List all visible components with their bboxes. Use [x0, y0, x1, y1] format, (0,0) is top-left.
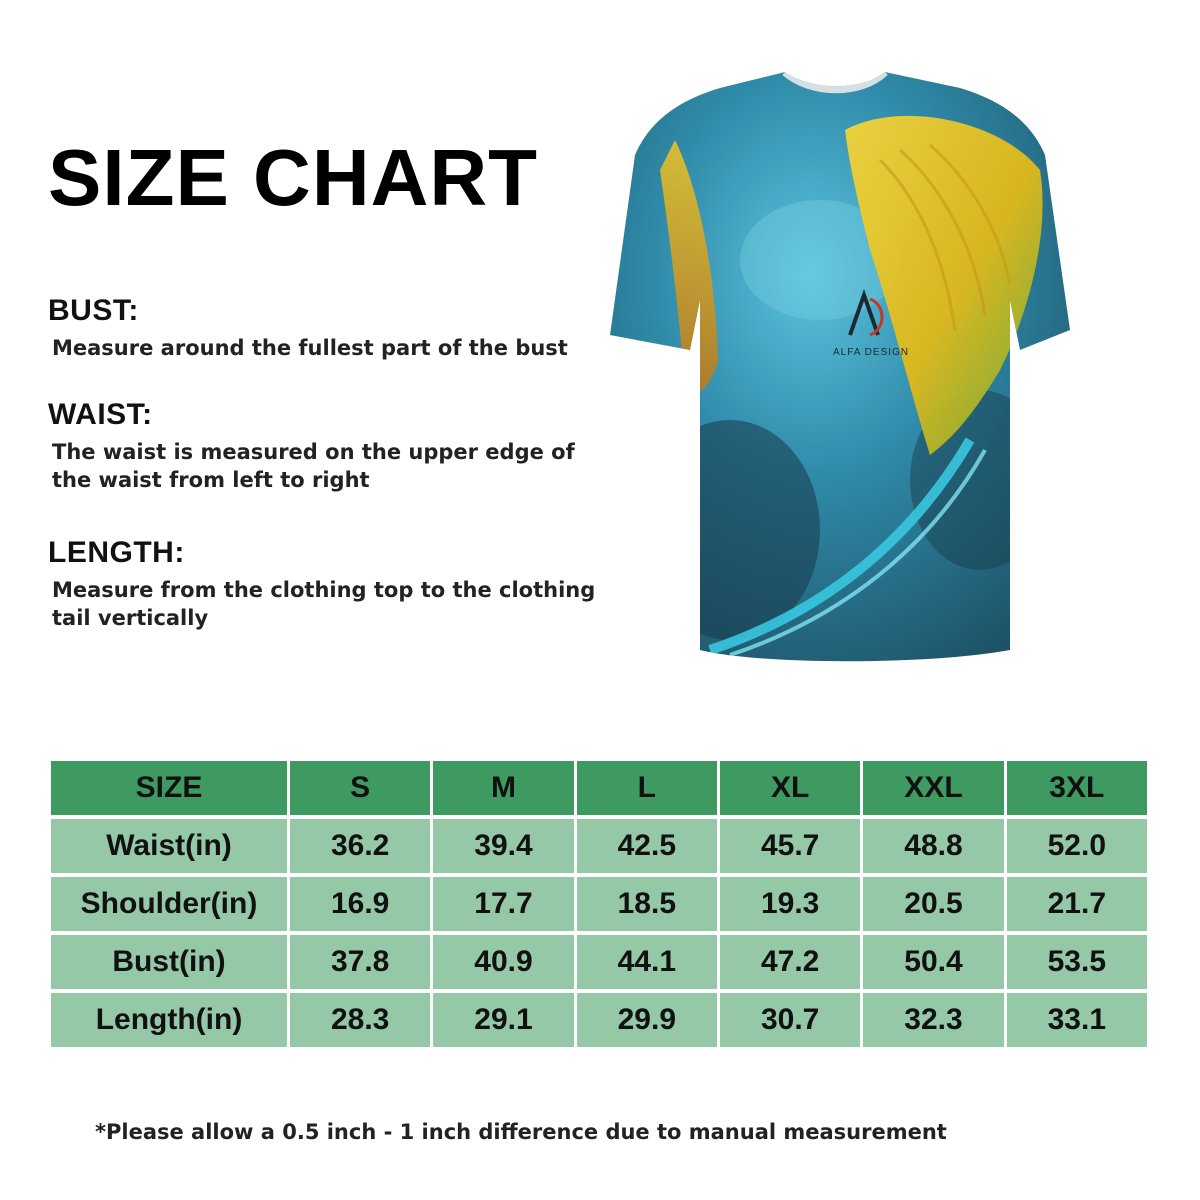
waist-description-line-1: The waist is measured on the upper edge of — [52, 440, 575, 464]
length-description-line-1: Measure from the clothing top to the clothing — [52, 578, 596, 602]
waist-definition — [48, 400, 612, 494]
table-cell: 29.9 — [577, 993, 717, 1047]
table-row — [51, 993, 1147, 1047]
bust-heading: BUST: — [48, 294, 139, 327]
table-cell: 32.3 — [863, 993, 1003, 1047]
length-heading: LENGTH: — [48, 536, 185, 569]
table-cell: 18.5 — [577, 877, 717, 931]
header-xl: XL — [720, 761, 860, 815]
table-cell: 47.2 — [720, 935, 860, 989]
brand-text: ALFA DESIGN — [833, 347, 910, 358]
bust-description: Measure around the fullest part of the bust — [52, 336, 568, 360]
table-cell: 45.7 — [720, 819, 860, 873]
table-cell: 20.5 — [863, 877, 1003, 931]
table-cell: 17.7 — [433, 877, 573, 931]
length-definition — [48, 538, 612, 632]
table-cell: 28.3 — [290, 993, 430, 1047]
row-label: Bust(in) — [51, 935, 287, 989]
table-row — [51, 819, 1147, 873]
table-cell: 30.7 — [720, 993, 860, 1047]
table-cell: 42.5 — [577, 819, 717, 873]
waist-heading: WAIST: — [48, 398, 153, 431]
table-cell: 37.8 — [290, 935, 430, 989]
header-l: L — [577, 761, 717, 815]
table-cell: 52.0 — [1007, 819, 1147, 873]
measurement-note: *Please allow a 0.5 inch - 1 inch difference due to manual measurement — [95, 1120, 947, 1144]
table-cell: 29.1 — [433, 993, 573, 1047]
table-row — [51, 877, 1147, 931]
row-label: Shoulder(in) — [51, 877, 287, 931]
header-size: SIZE — [51, 761, 287, 815]
table-cell: 53.5 — [1007, 935, 1147, 989]
row-label: Length(in) — [51, 993, 287, 1047]
table-cell: 48.8 — [863, 819, 1003, 873]
row-label: Waist(in) — [51, 819, 287, 873]
waist-description-line-2: the waist from left to right — [52, 468, 370, 492]
header-s: S — [290, 761, 430, 815]
table-cell: 50.4 — [863, 935, 1003, 989]
header-m: M — [433, 761, 573, 815]
length-description — [52, 576, 612, 632]
table-cell: 36.2 — [290, 819, 430, 873]
page-title: SIZE CHART — [48, 133, 538, 222]
table-header-row — [51, 761, 1147, 815]
table-row — [51, 935, 1147, 989]
length-description-line-2: tail vertically — [52, 606, 209, 630]
header-3xl: 3XL — [1007, 761, 1147, 815]
tshirt-image — [600, 60, 1070, 670]
table-cell: 19.3 — [720, 877, 860, 931]
table-cell: 39.4 — [433, 819, 573, 873]
bust-definition — [48, 296, 568, 362]
waist-description — [52, 438, 612, 494]
table-cell: 33.1 — [1007, 993, 1147, 1047]
table-cell: 21.7 — [1007, 877, 1147, 931]
table-cell: 44.1 — [577, 935, 717, 989]
size-table — [48, 757, 1150, 1051]
table-cell: 16.9 — [290, 877, 430, 931]
header-xxl: XXL — [863, 761, 1003, 815]
table-cell: 40.9 — [433, 935, 573, 989]
